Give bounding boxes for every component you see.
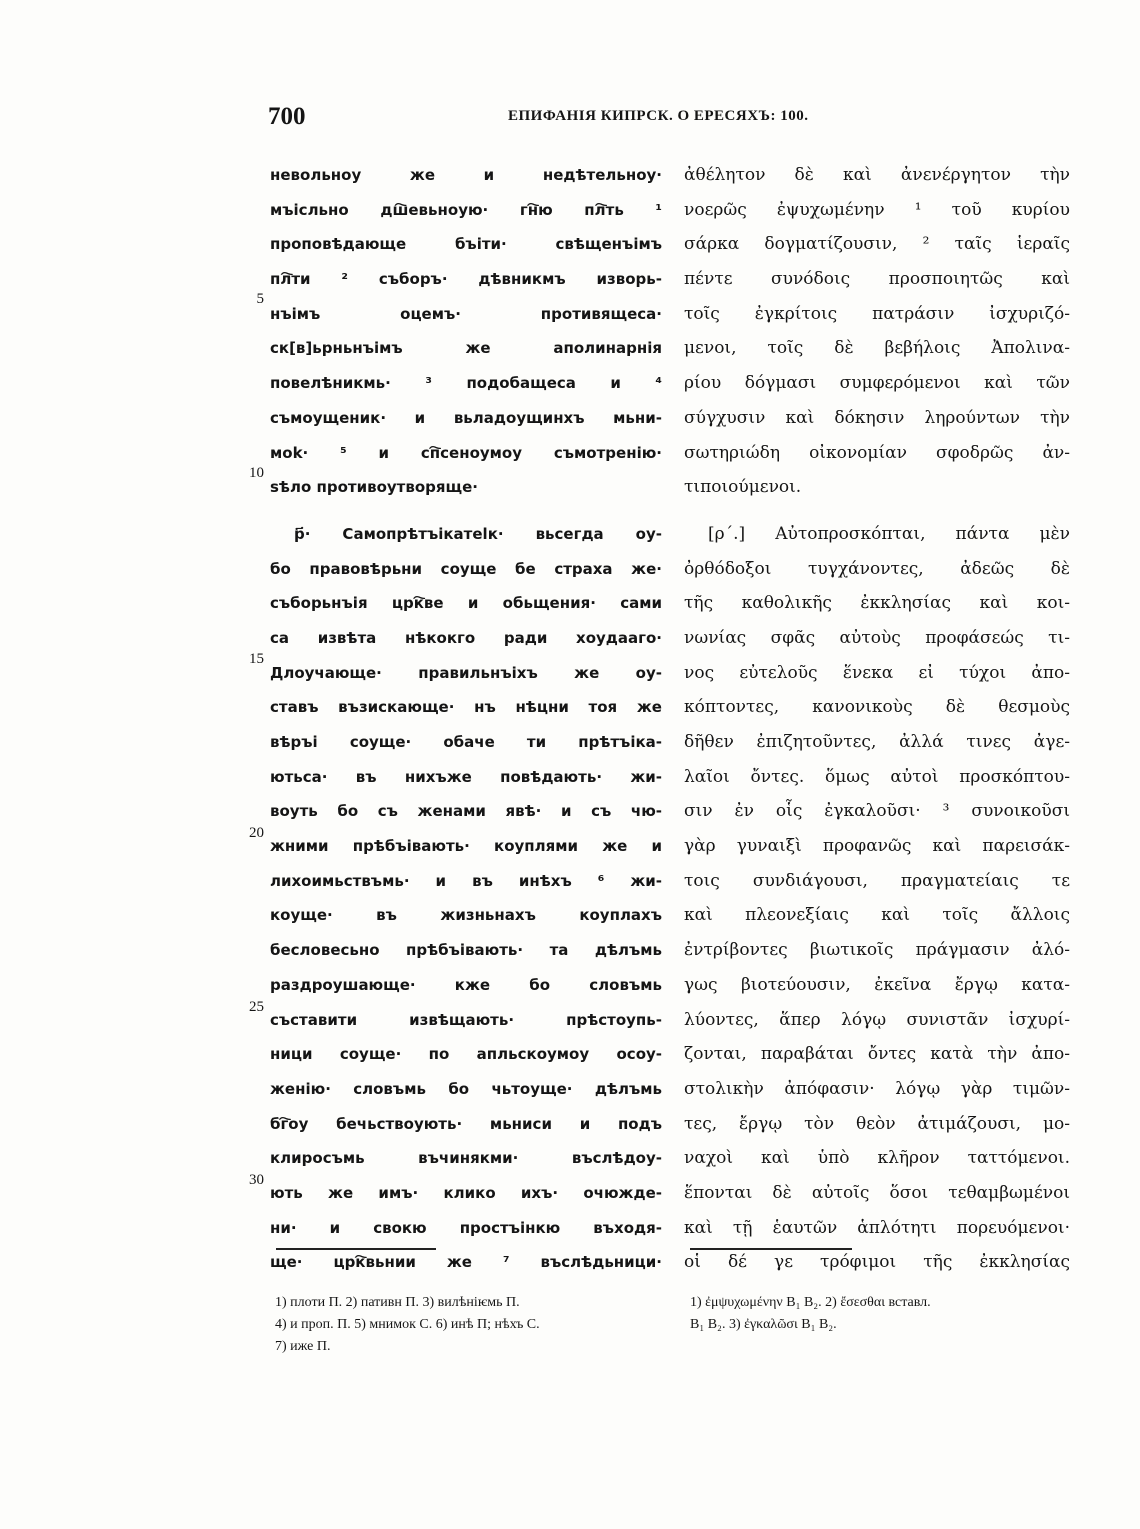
text-line: μενοι, τοῖς δὲ βεβήλοις Ἀπολινα- [684, 338, 1070, 359]
text-line: ρίου δόγμασι συμφερόμενοι καὶ τῶν [684, 373, 1070, 394]
text-line: бо правовѣрьни соуще бе страха же· [270, 559, 662, 578]
text-line: λύοντες, ἅπερ λόγῳ συνιστᾶν ἰσχυρί- [684, 1009, 1070, 1030]
text-line: бг҇оу бечьствоують· мьниси и подъ [270, 1114, 662, 1133]
text-line: νοερῶς ἐψυχωμένην ¹ τοῦ κυρίου [684, 199, 1070, 220]
text-line: лихоимьствъмь· и въ инѣхъ ⁶ жи- [270, 871, 662, 890]
text-line: ἕπονται δὲ αὐτοῖς ὅσοι τεθαμβωμένοι [684, 1182, 1070, 1203]
text-line: πέντε συνόδοις προσποιητῶς καὶ [684, 269, 1070, 290]
text-line: съмоущеник· и вьладоущинхъ мьни- [270, 408, 662, 427]
text-line: воуть бо съ женами явѣ· и съ чю- [270, 802, 662, 821]
text-line: женію· словъмь бо чьтоуще· дѣлъмь [270, 1079, 662, 1098]
text-line: κόπτοντες, κανονικοὺς δὲ θεσμοὺς [684, 697, 1070, 718]
text-line: проповѣдающе бъіти· свѣщенъімъ [270, 235, 662, 254]
running-title: ЕПИФАНІЯ КИПРСК. О ЕРЕСЯХЪ: 100. [508, 108, 809, 124]
text-line: ни· и свокю простъінкю въходя- [270, 1218, 662, 1237]
footnote-line: 4) и проп. П. 5) мнимок С. 6) инѣ П; нѣхъ С. [275, 1317, 540, 1332]
greek-paragraph-1 [684, 158, 1070, 505]
text-line: δῆθεν ἐπιζητοῦντες, ἀλλά τινες ἀγε- [684, 732, 1070, 752]
text-line: раздроушающе· кже бо словъмь [270, 975, 662, 994]
text-line: τες, ἔργῳ τὸν θεὸν ἀτιμάζουσι, μο- [684, 1113, 1070, 1134]
footnotes-greek [690, 1292, 1080, 1336]
text-line: γως βιοτεύουσιν, ἐκεῖνα ἔργῳ κατα- [684, 974, 1070, 995]
text-line: ск[в]ьрньнъімъ же аполинарнія [270, 339, 662, 358]
text-line: нъімъ оцемъ· противящеса· [270, 304, 662, 323]
slavonic-paragraph-2 [270, 517, 662, 1280]
footnote-line: 7) иже П. [275, 1339, 331, 1354]
text-line: σωτηριώδη οἰκονομίαν σφοδρῶς ἀν- [684, 442, 1070, 463]
text-line: σύγχυσιν καὶ δόκησιν ληρούντων τὴν [684, 407, 1070, 428]
text-line: γὰρ γυναιξὶ προφανῶς καὶ παρεισάκ- [684, 836, 1070, 857]
text-line: невольноу же и недѣтельноу· [270, 166, 662, 184]
text-line: мъісльно дш҇евьноую· гн҇ю пл҇ть ¹ [270, 200, 662, 219]
footnote-line: 1) плоти П. 2) пативн П. 3) вилѣнiѥмь П. [275, 1295, 520, 1310]
text-line: съставити извѣщають· прѣстоупь- [270, 1010, 662, 1029]
footnote-line: B₁ B₂. 3) ἐγκαλῶσι B₁ B₂. [690, 1317, 837, 1332]
footnotes-slavonic [275, 1292, 665, 1358]
footnote-divider-left [276, 1248, 436, 1250]
text-line: καὶ πλεονεξίαις καὶ τοῖς ἄλλοις [684, 905, 1070, 926]
text-line: съборьнъія црк҇ве и обьщения· сами [270, 594, 662, 613]
text-line: моk· ⁵ и сп҇сеноумоу съмотренію· [270, 443, 662, 462]
line-number: 20 [249, 825, 264, 841]
slavonic-paragraph-1 [270, 158, 662, 505]
text-line: τοις συνδιάγουσι, πραγματείαις τε [684, 870, 1070, 891]
text-line: [ρ΄.] Αὐτοπροσκόπται, πάντα μὲν [708, 523, 1070, 544]
line-number: 10 [249, 465, 264, 481]
greek-text-column [684, 158, 1070, 1280]
footnote-divider-right [690, 1248, 852, 1250]
text-line: ютьса· въ нихъже повѣдають· жи- [270, 767, 662, 786]
greek-paragraph-2 [684, 517, 1070, 1280]
text-line: бесловесьно прѣбъівають· та дѣлъмь [270, 941, 662, 960]
text-line: καὶ τῇ ἑαυτῶν ἁπλότητι πορευόμενοι· [684, 1217, 1070, 1238]
text-line: τῆς καθολικῆς ἐκκλησίας καὶ κοι- [684, 593, 1070, 614]
text-line: р҃· Самопрѣтъікатеlк· вьсегда оу- [294, 524, 662, 543]
footnote-line: 1) ἐμψυχωμένην B₁ B₂. 2) ἔσεσθαι вставл. [690, 1295, 931, 1310]
line-number: 30 [249, 1172, 264, 1188]
text-line: νωνίας σφᾶς αὐτοὺς προφάσεώς τι- [684, 627, 1070, 648]
text-line: τοῖς ἐγκρίτοις πατράσιν ἰσχυριζό- [684, 303, 1070, 324]
text-line: жними прѣбъівають· коуплями же и [270, 837, 662, 856]
text-line: ють же имъ· клико ихъ· очюжде- [270, 1183, 662, 1202]
line-number: 5 [256, 291, 264, 307]
text-line: Длоучающе· правильнъіхъ же оу- [270, 663, 662, 682]
text-line: ναχοὶ καὶ ὑπὸ κλῆρον ταττόμενοι. [684, 1148, 1070, 1169]
text-line: коуще· въ жизньнахъ коуплахъ [270, 906, 662, 925]
text-line: σάρκα δογματίζουσιν, ² ταῖς ἱεραῖς [684, 234, 1070, 255]
text-line: νος εὐτελοῦς ἕνεκα εἰ τύχοι ἀπο- [684, 662, 1070, 683]
text-line: ἀθέλητον δὲ καὶ ἀνενέργητον τὴν [684, 165, 1070, 185]
text-line: οἱ δέ γε τρόφιμοι τῆς ἐκκλησίας [684, 1252, 1070, 1273]
page-number: 700 [268, 103, 306, 130]
text-line: στολικὴν ἀπόφασιν· λόγῳ γὰρ τιμῶν- [684, 1078, 1070, 1099]
text-line: повелѣникмь· ³ подобащеса и ⁴ [270, 374, 662, 393]
text-line: ници соуще· по апльскоумоу осоу- [270, 1045, 662, 1064]
slavonic-text-column [270, 158, 662, 1280]
text-line: ѕѣло противоутворяще· [270, 478, 478, 497]
text-line: σιν ἐν οἷς ἐγκαλοῦσι· ³ συνοικοῦσι [684, 801, 1070, 822]
text-line: клиросъмь въчинякми· въслѣдоу- [270, 1149, 662, 1168]
line-number: 25 [249, 999, 264, 1015]
text-line: τιποιούμενοι. [684, 477, 802, 498]
text-line: ζονται, παραβάται ὄντες κατὰ τὴν ἀπο- [684, 1044, 1070, 1065]
line-number: 15 [249, 651, 264, 667]
text-line: пл҇ти ² съборъ· дѣвникмъ изворь- [270, 270, 662, 289]
text-line: ὀρθόδοξοι τυγχάνοντες, ἀδεῶς δὲ [684, 558, 1070, 579]
text-line: вѣръі соуще· обаче ти прѣтъіка- [270, 733, 662, 751]
text-line: са извѣта нѣкокго ради хоудааго· [270, 628, 662, 647]
text-line: λαῖοι ὄντες. ὅμως αὐτοὶ προσκόπτου- [684, 766, 1070, 787]
text-line: ἐντρίβοντες βιωτικοῖς πράγμασιν ἀλό- [684, 940, 1070, 961]
text-line: ще· црк҇вьнии же ⁷ въслѣдьници· [270, 1253, 662, 1272]
text-line: ставъ възискающе· нъ нѣцни тоя же [270, 698, 662, 717]
